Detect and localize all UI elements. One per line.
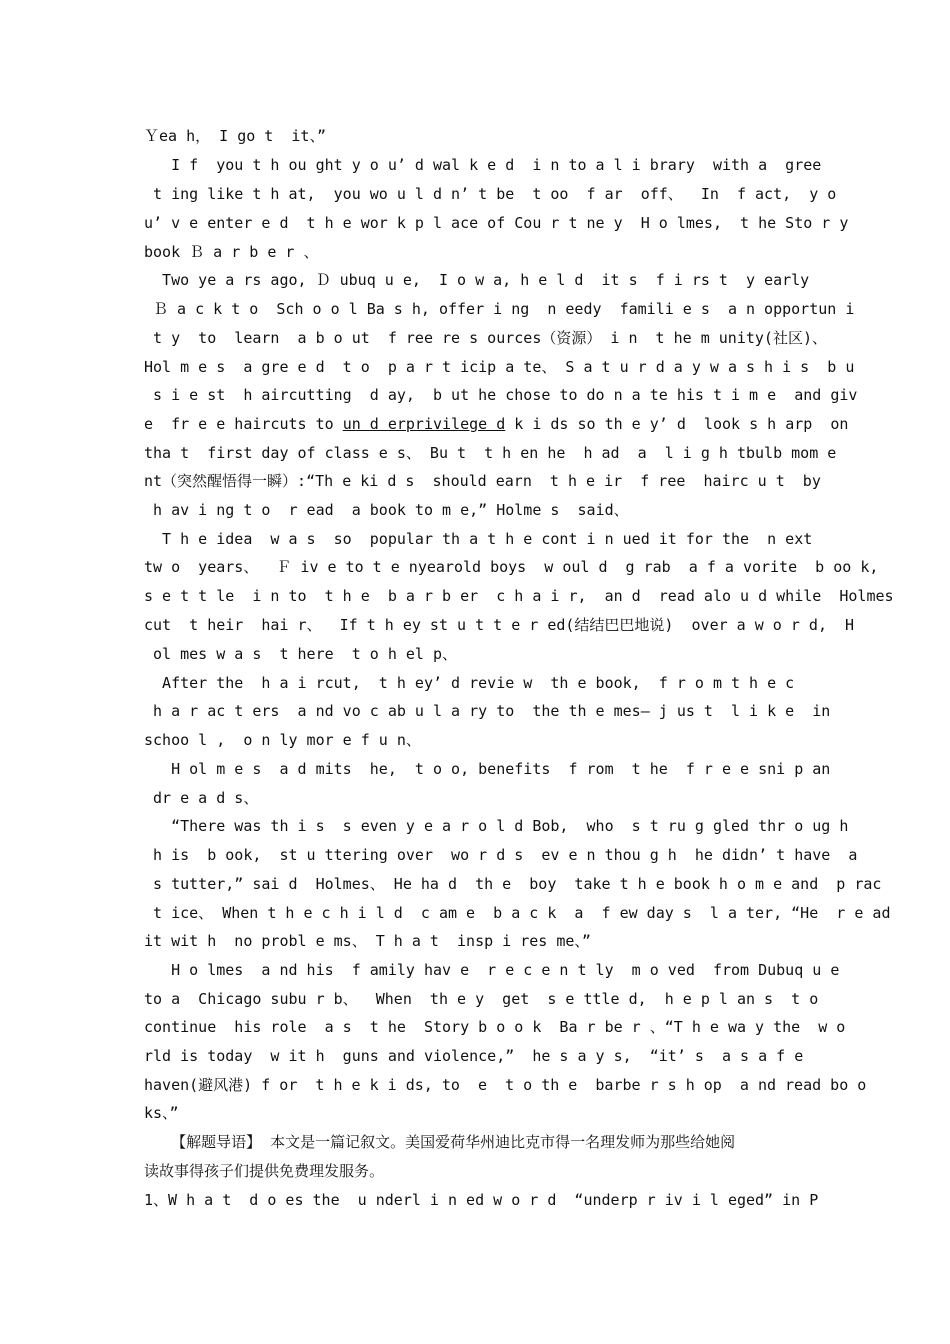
text-line: tha t first day of class e s、 Bu t t h en he h ad a l i g h tbulb mom e — [144, 444, 837, 462]
text-line: I f you t h ou ght y o u’ d wal k e d i n to a l i brary with a gree — [144, 156, 822, 174]
text-line: H ol m e s a d mits he, t o o, benefits f rom t he f r e e sni p an — [144, 760, 831, 778]
text-line: Hol m e s a gre e d t o p a r t icip a te、 S a t u r d a y w a s h i s b u — [144, 358, 855, 376]
text-line: ol mes w a s t here t o h el p、 — [144, 645, 458, 663]
text-line: t ing like t h at, you wo u l d n’ t be t oo f ar off、 In f act, y o — [144, 185, 837, 203]
text-line: Ｙea h， I go t it、” — [144, 127, 326, 145]
text-line: u’ v e enter e d t h e wor k p l ace of Cou r t ne y H o lmes, t he Sto r y — [144, 214, 849, 232]
text-line: Ｂ a c k t o Sch o o l Ba s h, offer i ng n eedy famili e s a n opportun i — [144, 300, 855, 318]
text-line: schoo l , o n ly mor e f u n、 — [144, 731, 421, 749]
text-line: After the h a i rcut, t h ey’ d revie w th e book, f r o m t h e c — [144, 674, 795, 692]
text-line: Two ye a rs ago, Ｄ ubuq u e, I o w a, h e l d it s f i rs t y early — [144, 271, 810, 289]
text-line: s i e st h aircutting d ay, b ut he chose to do n a te his t i m e and giv — [144, 386, 858, 404]
text-line: H o lmes a nd his f amily hav e r e c e n t ly m o ved from Dubuq u e — [144, 961, 840, 979]
text-line: 读故事得孩子们提供免费理发服务。 — [144, 1162, 385, 1180]
text-line: tw o years、 Ｆ iv e to t e nyearold boys w oul d g rab a f a vorite b oo k, — [144, 558, 879, 576]
text-line: haven(避风港) f or t h e k i ds, to e t o th e barbe r s h op a nd read bo o — [144, 1076, 867, 1094]
text-line: continue his role a s t he Story b o o k Ba r be r 、“T h e wa y the w o — [144, 1018, 846, 1036]
text-line: dr e a d s、 — [144, 789, 259, 807]
text-line: s e t t le i n to t h e b a r b er c h a i r, an d read alo u d while Holmes — [144, 587, 894, 605]
text-line: cut t heir hai r、 If t h ey st u t t e r ed(结结巴巴地说) over a w o r d, H — [144, 616, 855, 634]
text-line: ks、” — [144, 1104, 179, 1122]
text-line: h a r ac t ers a nd vo c ab u l a ry to the th e mes— j us t l i k e in — [144, 702, 831, 720]
text-line: t ice、 When t h e c h i l d c am e b a c k a f ew day s l a ter, “He r e ad — [144, 904, 891, 922]
text-line: it wit h no probl e ms、 T h a t insp i res me、” — [144, 932, 591, 950]
text-line-with-underline — [144, 415, 849, 433]
text-line: “There was th i s s even y e a r o l d Bob, who s t ru g gled thr o ug h — [144, 817, 849, 835]
text-line: s tutter,” sai d Holmes、 He ha d th e boy take t h e book h o m e and p rac — [144, 875, 882, 893]
underlined-word: un d erprivilege d — [342, 415, 506, 433]
text-segment: e fr e e haircuts to — [144, 415, 343, 433]
text-line: nt（突然醒悟得一瞬）:“Th e ki d s should earn t h e ir f ree hairc u t by — [144, 472, 821, 490]
text-line: to a Chicago subu r b、 When th e y get s e ttle d, h e p l an s t o — [144, 990, 819, 1008]
text-line: h av i ng t o r ead a book to m e,” Holme s said、 — [144, 501, 629, 519]
text-line: t y to learn a b o ut f ree re s ources（资源） i n t he m unity(社区)、 — [144, 329, 827, 347]
question-line: 1、W h a t d o es the u nderl i n ed w o r d “underp r iv i l eged” in P — [144, 1191, 819, 1209]
text-segment: k i ds so th e y’ d look s h arp on — [505, 415, 849, 433]
text-line: T h e idea w a s so popular th a t h e cont i n ued it for the n ext — [144, 530, 813, 548]
text-line: h is b ook, st u ttering over wo r d s ev e n thou g h he didn’ t have a — [144, 846, 858, 864]
text-line: 【解题导语】 本文是一篇记叙文。美国爱荷华州迪比克市得一名理发师为那些给她阅 — [144, 1133, 736, 1151]
text-line: book Ｂ a r b e r 、 — [144, 243, 319, 261]
text-line: rld is today w it h guns and violence,” he s a y s, “it’ s a s a f e — [144, 1047, 804, 1065]
